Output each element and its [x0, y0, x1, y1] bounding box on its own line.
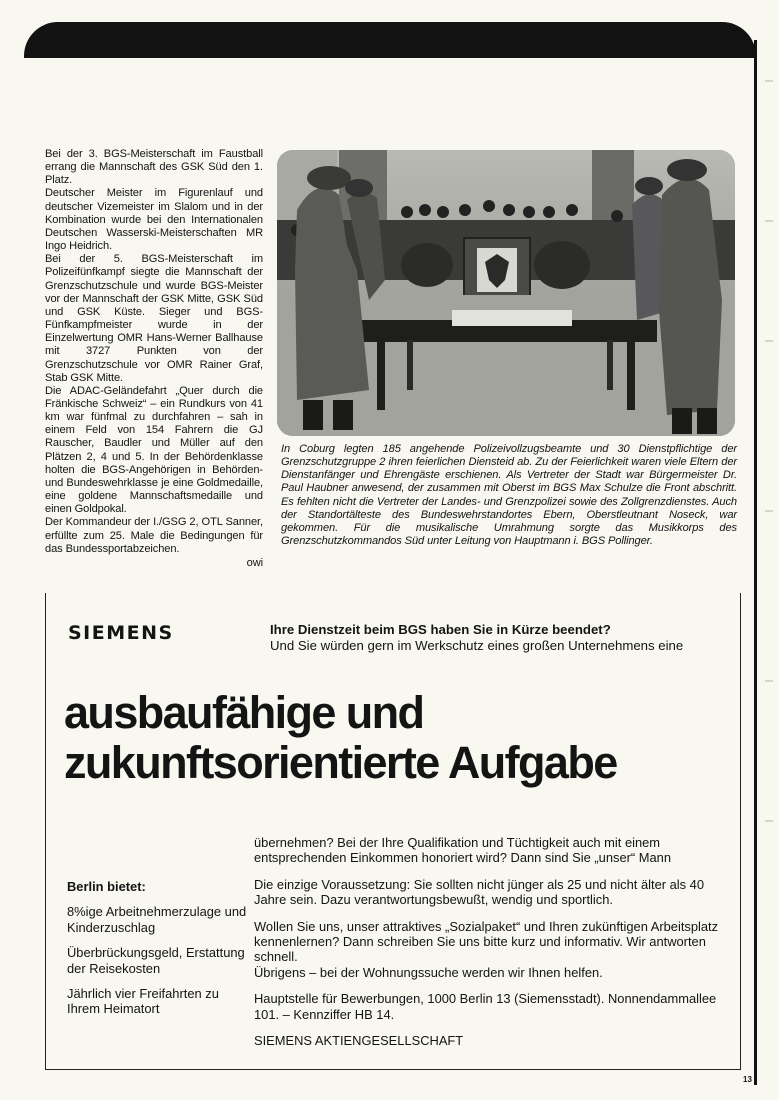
ad-paragraph: Die einzige Voraussetzung: Sie sollten nicht jünger als 25 und nicht älter als 40 Jahre sein. Dazu verantwortungsbewußt, wendig und sportlich. — [254, 876, 705, 908]
ad-question-continuation: Und Sie würden gern im Werkschutz eines großen Unternehmens eine — [270, 638, 684, 653]
photo-caption: In Coburg legten 185 angehende Polizeivollzugsbeamte und 30 Dienstpflichtige der Grenzschutzgruppe 2 ihren feierlichen Diensteid ab. Zu der Feierlichkeit waren viele Eltern der Dienstanfänger und Ehrengäste erschienen. Als Vertreter der Stadt war Bürgermeister Dr. Paul Haubner anwesend, der zusammen mit Oberst im BGS Max Schulze die Front abschritt. Es fehlten nicht die Vertreter der Landes- und Grenzpolizei sowie des Zollgrenzdienstes. Auch der Standortälteste des Bundeswehrstandortes Ebern, Oberstleutnant Noseck, war gekommen. Für die musikalische Umrahmung sorgte das Musikkorps des Grenzschutzkommandos Süd unter Leitung von Hauptmann i. BGS Pollinger. — [281, 443, 737, 548]
sports-news-column — [45, 148, 263, 570]
ad-body — [254, 835, 734, 1048]
ceremony-photo — [277, 150, 735, 436]
company-name: SIEMENS AKTIENGESELLSCHAFT — [254, 1033, 464, 1049]
berlin-benefits — [67, 879, 247, 1027]
benefit-item: 8%ige Arbeitnehmerzulage und Kinderzuschlag — [67, 904, 247, 935]
page-edge-marks — [763, 40, 775, 940]
right-border-rule — [754, 40, 757, 1085]
intro-paragraph: Bei der 5. BGS-Meisterschaft im Polizeifünfkampf siegte die Mannschaft der Grenzschutzschule und wurde BGS-Meister vor der Mannschaft der GSK Mitte, GSK Süd und GSK Küste. Sieger und BGS-Fünfkampfmeister wurde in der Einzelwertung OMR Hans-Werner Ballhause mit 3727 Punkten von der Grenzschutzschule vor OMR Rainer Graf, Stab GSK Mitte. — [45, 253, 263, 384]
ad-headline — [64, 688, 744, 788]
ad-paragraph: Übrigens – bei der Wohnungssuche werden wir Ihnen helfen. — [254, 964, 603, 980]
intro-paragraph: Der Kommandeur der I./GSG 2, OTL Sanner, erfüllte zum 25. Male die Bedingungen für das Bundessportabzeichen. — [45, 516, 263, 555]
application-address: Hauptstelle für Bewerbungen, 1000 Berlin 13 (Siemensstadt). Nonnendammallee 101. – Kennziffer HB 14. — [254, 991, 717, 1022]
benefit-item: Jährlich vier Freifahrten zu Ihrem Heimatort — [67, 986, 219, 1017]
berlin-benefits-title: Berlin bietet: — [67, 879, 146, 894]
ad-paragraph: Wollen Sie uns, unser attraktives „Sozialpaket“ und Ihren zukünftigen Arbeitsplatz kennenlernen? Dann schreiben Sie uns bitte kurz und informativ. Wir antworten schnell. — [254, 918, 719, 965]
intro-paragraph: Die ADAC-Geländefahrt „Quer durch die Fränkische Schweiz“ – ein Rundkurs von 41 km war fünfmal zu durchfahren – sah in einem Feld von 154 Fahrern die GJ Rauscher, Baudler und Müller auf den Plätzen 2, 4 und 5. In der Behördenklasse holten die BGS-Angehörigen in Behörden- und Bundeswehrklasse je eine Goldmedaille, eine goldene Mannschaftsmedaille und einen Goldpokal. — [45, 384, 263, 516]
headline-line: ausbaufähige und — [64, 687, 424, 738]
intro-paragraph: Deutscher Meister im Figurenlauf und deutscher Vizemeister im Slalom und in der Kombination wurde bei den Internationalen Deutschen Wasserski-Meisterschaften MR Ingo Heidrich. — [45, 187, 263, 253]
header-bar — [24, 22, 756, 58]
intro-paragraph: Bei der 3. BGS-Meisterschaft im Faustball errang die Mannschaft des GSK Süd den 1. Platz. — [45, 148, 263, 187]
ad-intro — [270, 622, 683, 654]
ad-question: Ihre Dienstzeit beim BGS haben Sie in Kürze beendet? — [270, 622, 611, 637]
page-number: 13 — [743, 1075, 752, 1084]
benefit-item: Überbrückungsgeld, Erstattung der Reisekosten — [67, 945, 245, 976]
author-signature: owi — [246, 556, 263, 569]
ad-paragraph: übernehmen? Bei der Ihre Qualifikation und Tüchtigkeit auch mit einem entsprechenden Einkommen honoriert wird? Dann sind Sie „unser“ Mann — [254, 835, 672, 866]
headline-line: zukunftsorientierte Aufgabe — [64, 737, 617, 788]
siemens-logo: SIEMENS — [68, 622, 174, 644]
